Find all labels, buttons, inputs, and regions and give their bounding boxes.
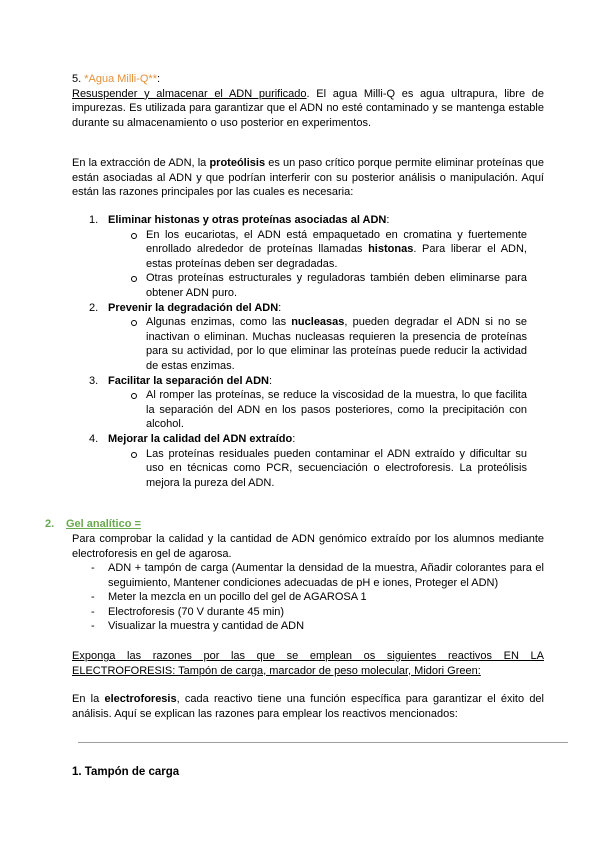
item5-number: 5. bbox=[72, 73, 85, 85]
reason-title: Facilitar la separación del ADN bbox=[108, 374, 269, 387]
reason-item bbox=[89, 213, 527, 301]
subitem-text: Otras proteínas estructurales y reguladoras también deben eliminarse para obtener ADN puro. bbox=[146, 272, 527, 299]
reason-title: Mejorar la calidad del ADN extraído bbox=[108, 432, 293, 445]
step-item: - ADN + tampón de carga (Aumentar la densidad de la muestra, Añadir colorantes para el seguimiento, Mantener condiciones adecuadas de pH e iones, Proteger el ADN) bbox=[89, 561, 544, 590]
reason-sublist bbox=[108, 315, 527, 373]
answer-text-b: , cada reactivo tiene una función específica para garantizar el éxito del análisis. Aquí se explican las razones para emplear los reactivos mencionados: bbox=[72, 693, 544, 720]
step-item: - Electroforesis (70 V durante 45 min) bbox=[89, 605, 544, 620]
reason-subitem bbox=[108, 315, 527, 373]
reason-colon: : bbox=[278, 301, 282, 314]
section2-question: Exponga las razones por las que se emplean os siguientes reactivos EN LA ELECTROFORESIS: Tampón de carga, marcador de peso molecular, Midori Green: bbox=[72, 650, 544, 677]
reason-subitem bbox=[108, 447, 527, 491]
reason-title: Prevenir la degradación del ADN bbox=[108, 301, 279, 314]
answer-bold-term: electroforesis bbox=[104, 693, 177, 705]
section2-intro: Para comprobar la calidad y la cantidad de ADN genómico extraído por los alumnos mediante electroforesis en gel de agarosa. bbox=[72, 533, 544, 560]
item5-title: *Agua Milli-Q** bbox=[84, 73, 157, 85]
reason-subitem bbox=[108, 388, 527, 432]
subsection-heading: 1. Tampón de carga bbox=[72, 766, 180, 778]
reason-item bbox=[89, 374, 527, 432]
item5-lead: Resuspender y almacenar el ADN purificado bbox=[72, 87, 307, 100]
proteolysis-intro-a: En la extracción de ADN, la bbox=[72, 157, 210, 169]
step-item: - Meter la mezcla en un pocillo del gel de AGAROSA 1 bbox=[89, 590, 544, 605]
reason-number: 3. bbox=[89, 374, 99, 387]
reason-number: 1. bbox=[89, 214, 99, 226]
section2-answer bbox=[72, 692, 544, 721]
reason-subitem bbox=[108, 228, 527, 272]
subitem-text: Al romper las proteínas, se reduce la viscosidad de la muestra, lo que facilita la separación del ADN en los pasos posteriores, como la precipitación con alcohol. bbox=[146, 389, 527, 431]
proteolysis-intro bbox=[72, 156, 544, 200]
answer-text-a: En la bbox=[72, 693, 105, 705]
section2-steps-list bbox=[89, 561, 544, 634]
subitem-text: En los eucariotas, el ADN está empaquetado en cromatina y fuertemente enrollado alrededor de proteínas llamadas bbox=[146, 228, 527, 256]
subitem-text: Algunas enzimas, como las bbox=[146, 316, 292, 329]
reason-sublist bbox=[108, 228, 527, 301]
subitem-text: Las proteínas residuales pueden contaminar el ADN extraído y dificultar su uso en técnicas como PCR, secuenciación o electroforesis. La proteólisis mejora la pureza del ADN. bbox=[146, 447, 527, 489]
subitem-text: . Para liberar el ADN, estas proteínas deben ser degradadas. bbox=[146, 243, 527, 270]
item5-rest: . El agua Milli-Q es agua ultrapura, libre de impurezas. Es utilizada para garantizar que el ADN no esté contaminado y se mantenga estable durante su almacenamiento o uso posterior en experimentos. bbox=[72, 87, 544, 129]
reason-title: Eliminar histonas y otras proteínas asociadas al ADN bbox=[108, 214, 387, 226]
subitem-bold-term: nucleasas bbox=[291, 316, 345, 329]
reason-number: 4. bbox=[89, 432, 99, 445]
subitem-text: , pueden degradar el ADN si no se inactivan o eliminan. Muchas nucleasas requieren la presencia de proteínas para su actividad, por lo que eliminar las proteínas puede reducir la actividad de estas enzimas. bbox=[146, 316, 527, 372]
reason-item bbox=[89, 301, 527, 374]
reason-colon: : bbox=[386, 214, 390, 226]
horizontal-divider bbox=[78, 742, 568, 743]
proteolysis-intro-b: es un paso crítico porque permite eliminar proteínas que están asociadas al ADN y que podrían interferir con su posterior análisis o manipulación. Aquí están las razones principales por las cuales es necesaria: bbox=[72, 157, 544, 199]
proteolysis-reasons-list bbox=[89, 213, 527, 490]
section2-title: Gel analítico = bbox=[66, 518, 141, 530]
reason-subitem bbox=[108, 271, 527, 300]
item5-colon: : bbox=[156, 73, 161, 85]
step-item: - Visualizar la muestra y cantidad de ADN bbox=[89, 619, 544, 634]
reason-colon: : bbox=[292, 432, 296, 445]
item5-paragraph bbox=[72, 87, 544, 131]
proteolysis-term: proteólisis bbox=[209, 157, 266, 169]
reason-item bbox=[89, 432, 527, 490]
reason-sublist bbox=[108, 388, 527, 432]
section2-number: 2. bbox=[45, 518, 55, 530]
subitem-bold-term: histonas bbox=[368, 243, 414, 256]
section2-title-line bbox=[66, 517, 538, 532]
reason-sublist bbox=[108, 447, 527, 491]
reason-number: 2. bbox=[89, 301, 99, 314]
reason-colon: : bbox=[268, 374, 273, 387]
item5-heading bbox=[72, 72, 544, 87]
